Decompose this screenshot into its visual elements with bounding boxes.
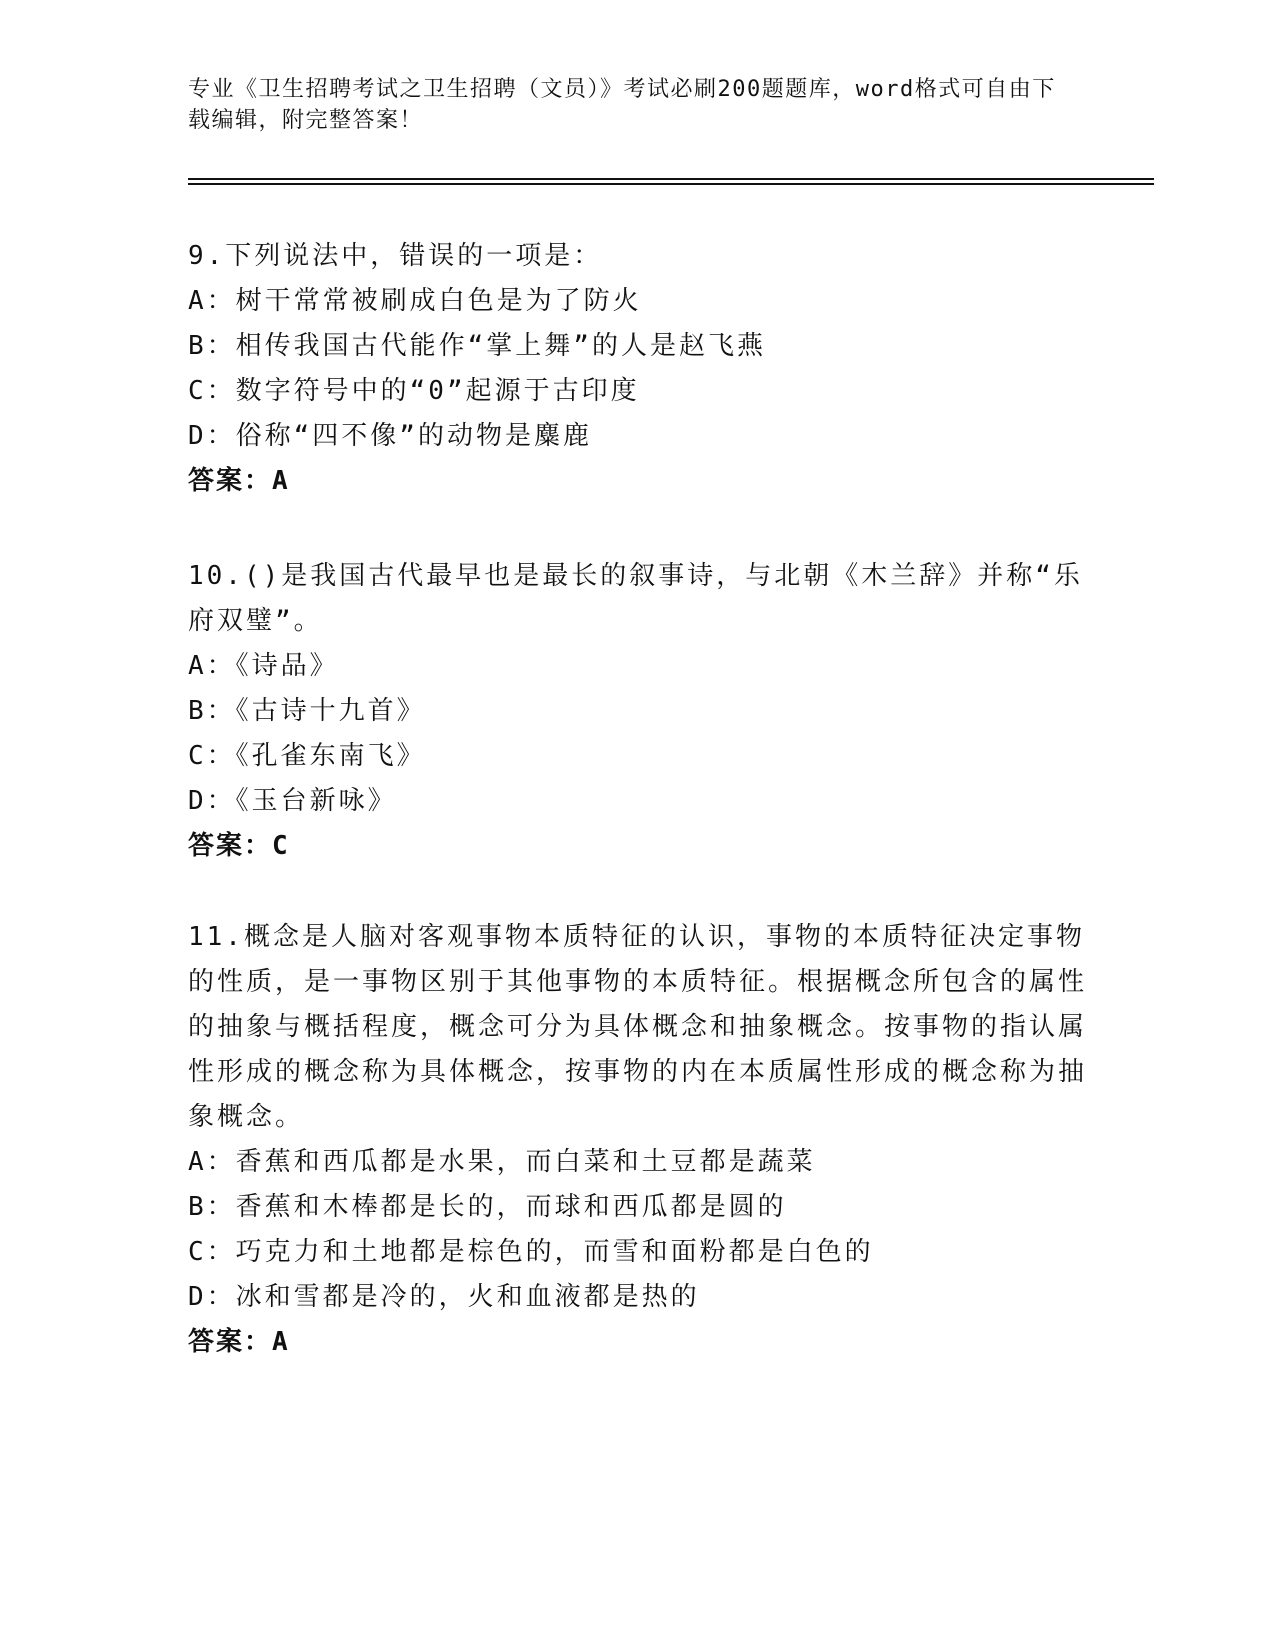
option-b: B：相传我国古代能作“掌上舞”的人是赵飞燕 xyxy=(188,331,766,361)
question-stem: 9.下列说法中，错误的一项是： xyxy=(188,241,603,271)
option-a: A：《诗品》 xyxy=(188,651,339,681)
question-stem: 10.()是我国古代最早也是最长的叙事诗，与北朝《木兰辞》并称“乐府双璧”。 xyxy=(188,561,1083,636)
option-c: C：数字符号中的“0”起源于古印度 xyxy=(188,376,640,406)
option-b: B：香蕉和木棒都是长的，而球和西瓜都是圆的 xyxy=(188,1192,787,1222)
option-b: B：《古诗十九首》 xyxy=(188,696,426,726)
option-d: D：俗称“四不像”的动物是麋鹿 xyxy=(188,421,592,451)
option-a: A：香蕉和西瓜都是水果，而白菜和土豆都是蔬菜 xyxy=(188,1147,816,1177)
option-d: D：《玉台新咏》 xyxy=(188,786,397,816)
answer-label: 答案：A xyxy=(188,1327,290,1357)
question-block xyxy=(188,234,1088,504)
question-block xyxy=(188,554,1088,869)
option-d: D：冰和雪都是冷的，火和血液都是热的 xyxy=(188,1282,700,1312)
question-stem: 11.概念是人脑对客观事物本质特征的认识，事物的本质特征决定事物的性质，是一事物区别于其他事物的本质特征。根据概念所包含的属性的抽象与概括程度，概念可分为具体概念和抽象概念。按事物的指认属性形成的概念称为具体概念，按事物的内在本质属性形成的概念称为抽象概念。 xyxy=(188,922,1088,1132)
answer-label: 答案：A xyxy=(188,466,290,496)
header-divider-bottom xyxy=(188,183,1154,185)
question-block xyxy=(188,915,1088,1365)
header-divider-top xyxy=(188,178,1154,180)
option-c: C：《孔雀东南飞》 xyxy=(188,741,426,771)
document-header: 专业《卫生招聘考试之卫生招聘（文员）》考试必刷200题题库，word格式可自由下载编辑，附完整答案！ xyxy=(188,77,1056,133)
answer-label: 答案：C xyxy=(188,831,290,861)
option-a: A：树干常常被刷成白色是为了防火 xyxy=(188,286,642,316)
option-c: C：巧克力和土地都是棕色的，而雪和面粉都是白色的 xyxy=(188,1237,874,1267)
